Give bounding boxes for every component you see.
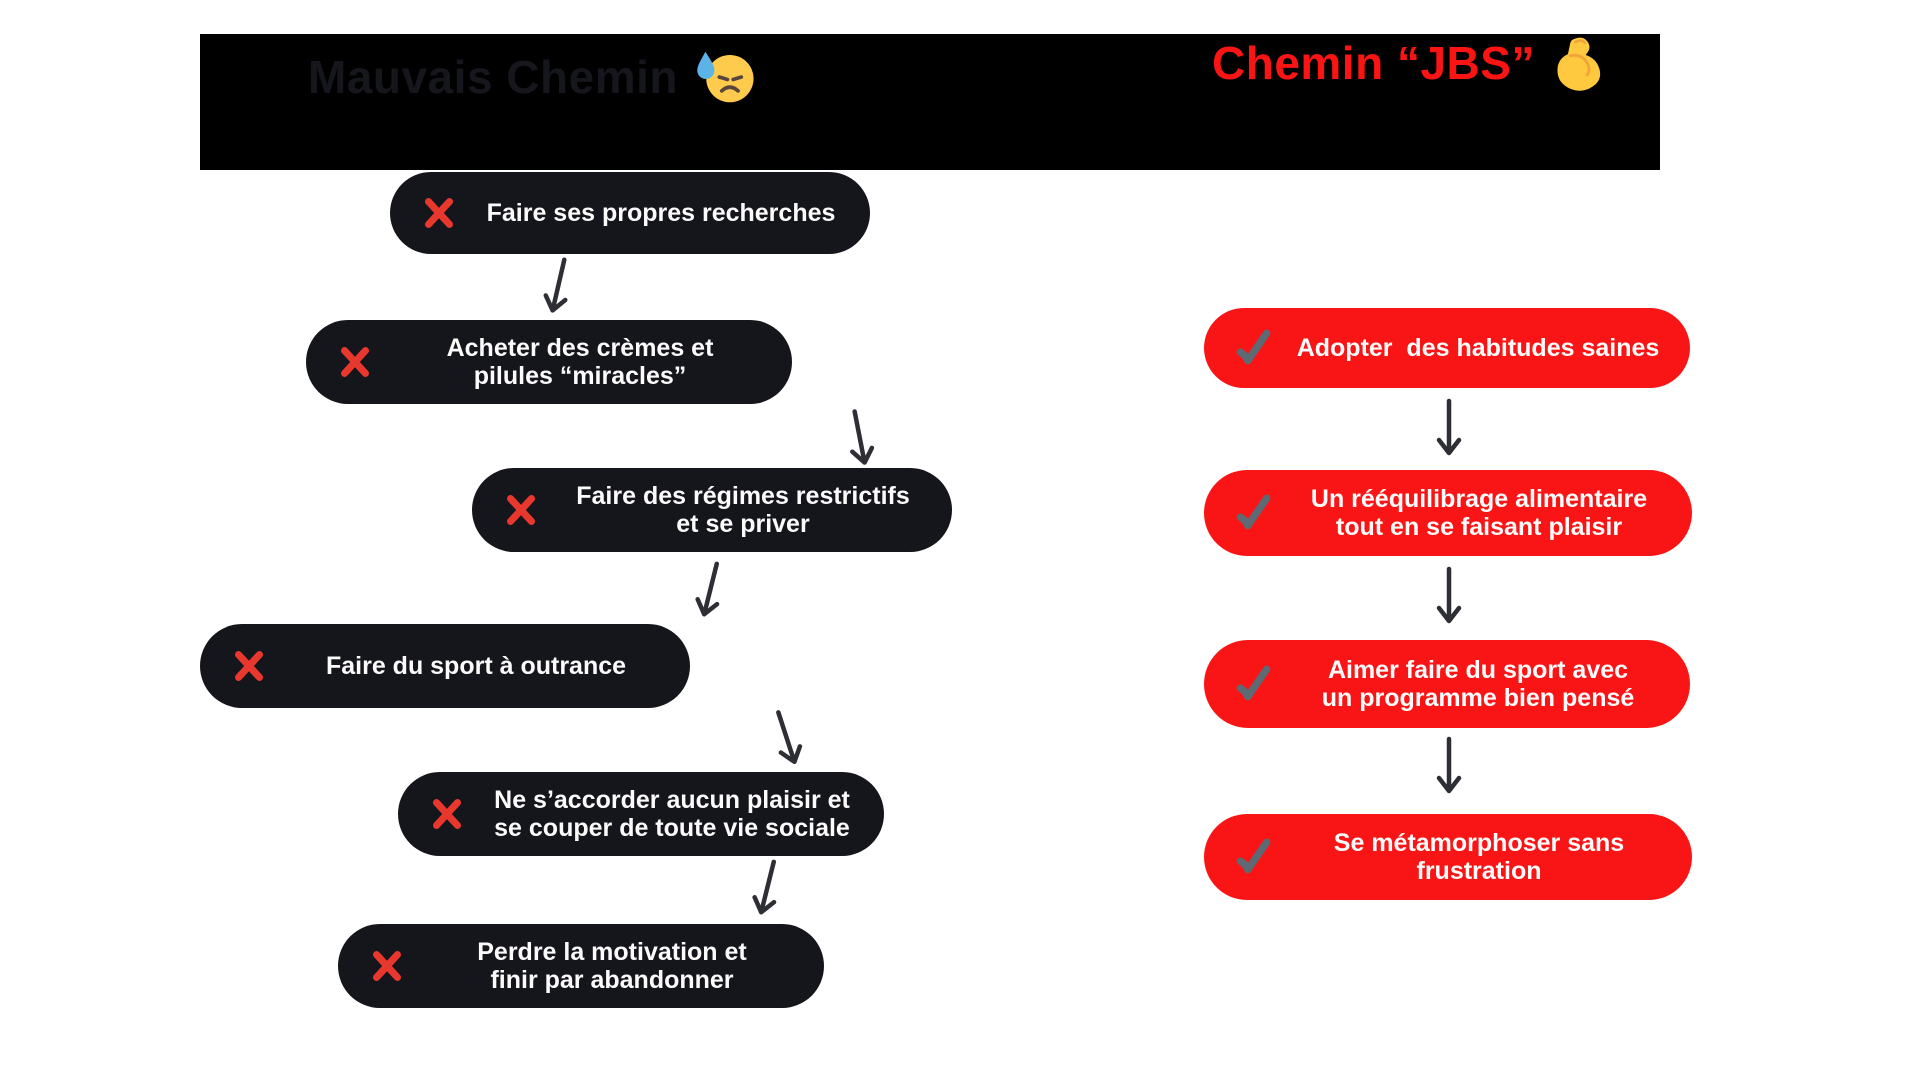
bad-step-6-label: Perdre la motivation et finir par abandonner <box>477 937 747 994</box>
check-icon <box>1232 492 1274 534</box>
check-icon <box>1232 663 1274 705</box>
downcast-sweat-face-emoji-icon <box>694 46 756 108</box>
flexed-biceps-emoji-icon <box>1551 34 1609 92</box>
x-icon <box>418 192 460 234</box>
x-icon <box>366 945 408 987</box>
good-step-4-pill <box>1204 814 1692 900</box>
x-icon <box>334 341 376 383</box>
good-step-3-pill <box>1204 640 1690 728</box>
bad-step-1-pill <box>390 172 870 254</box>
jbs-path-title <box>1212 34 1609 92</box>
jbs-path-title-label: Chemin “JBS” <box>1212 37 1535 89</box>
check-icon <box>1232 327 1274 369</box>
x-icon <box>426 793 468 835</box>
bad-step-2-label: Acheter des crèmes et pilules “miracles” <box>446 333 714 390</box>
bad-step-4-label: Faire du sport à outrance <box>325 651 627 680</box>
bad-step-4-pill <box>200 624 690 708</box>
bad-step-5-pill <box>398 772 884 856</box>
bad-step-3-label: Faire des régimes restrictifs et se priver <box>576 481 910 538</box>
check-icon <box>1232 836 1274 878</box>
bad-path-title-label: Mauvais Chemin <box>308 51 678 103</box>
bad-step-3-pill <box>472 468 952 552</box>
x-icon <box>228 645 270 687</box>
arrow-down-icon <box>839 406 880 473</box>
good-step-1-pill <box>1204 308 1690 388</box>
arrow-down-icon <box>763 705 811 773</box>
arrow-down-icon <box>688 557 732 624</box>
bad-step-6-pill <box>338 924 824 1008</box>
bad-step-5-label: Ne s’accorder aucun plaisir et se couper de toute vie sociale <box>494 785 850 842</box>
arrow-down-icon <box>536 253 579 320</box>
bad-step-1-label: Faire ses propres recherches <box>486 198 836 227</box>
bad-path-title <box>308 46 756 108</box>
arrow-down-icon <box>1434 566 1464 628</box>
arrow-down-icon <box>1434 398 1464 460</box>
good-step-2-pill <box>1204 470 1692 556</box>
good-step-4-label: Se métamorphoser sans frustration <box>1333 828 1625 885</box>
arrow-down-icon <box>1434 736 1464 798</box>
x-icon <box>500 489 542 531</box>
arrow-down-icon <box>745 855 789 922</box>
good-step-1-label: Adopter des habitudes saines <box>1296 333 1660 362</box>
good-step-2-label: Un rééquilibrage alimentaire tout en se faisant plaisir <box>1310 484 1648 541</box>
good-step-3-label: Aimer faire du sport avec un programme bien pensé <box>1321 655 1635 712</box>
bad-step-2-pill <box>306 320 792 404</box>
